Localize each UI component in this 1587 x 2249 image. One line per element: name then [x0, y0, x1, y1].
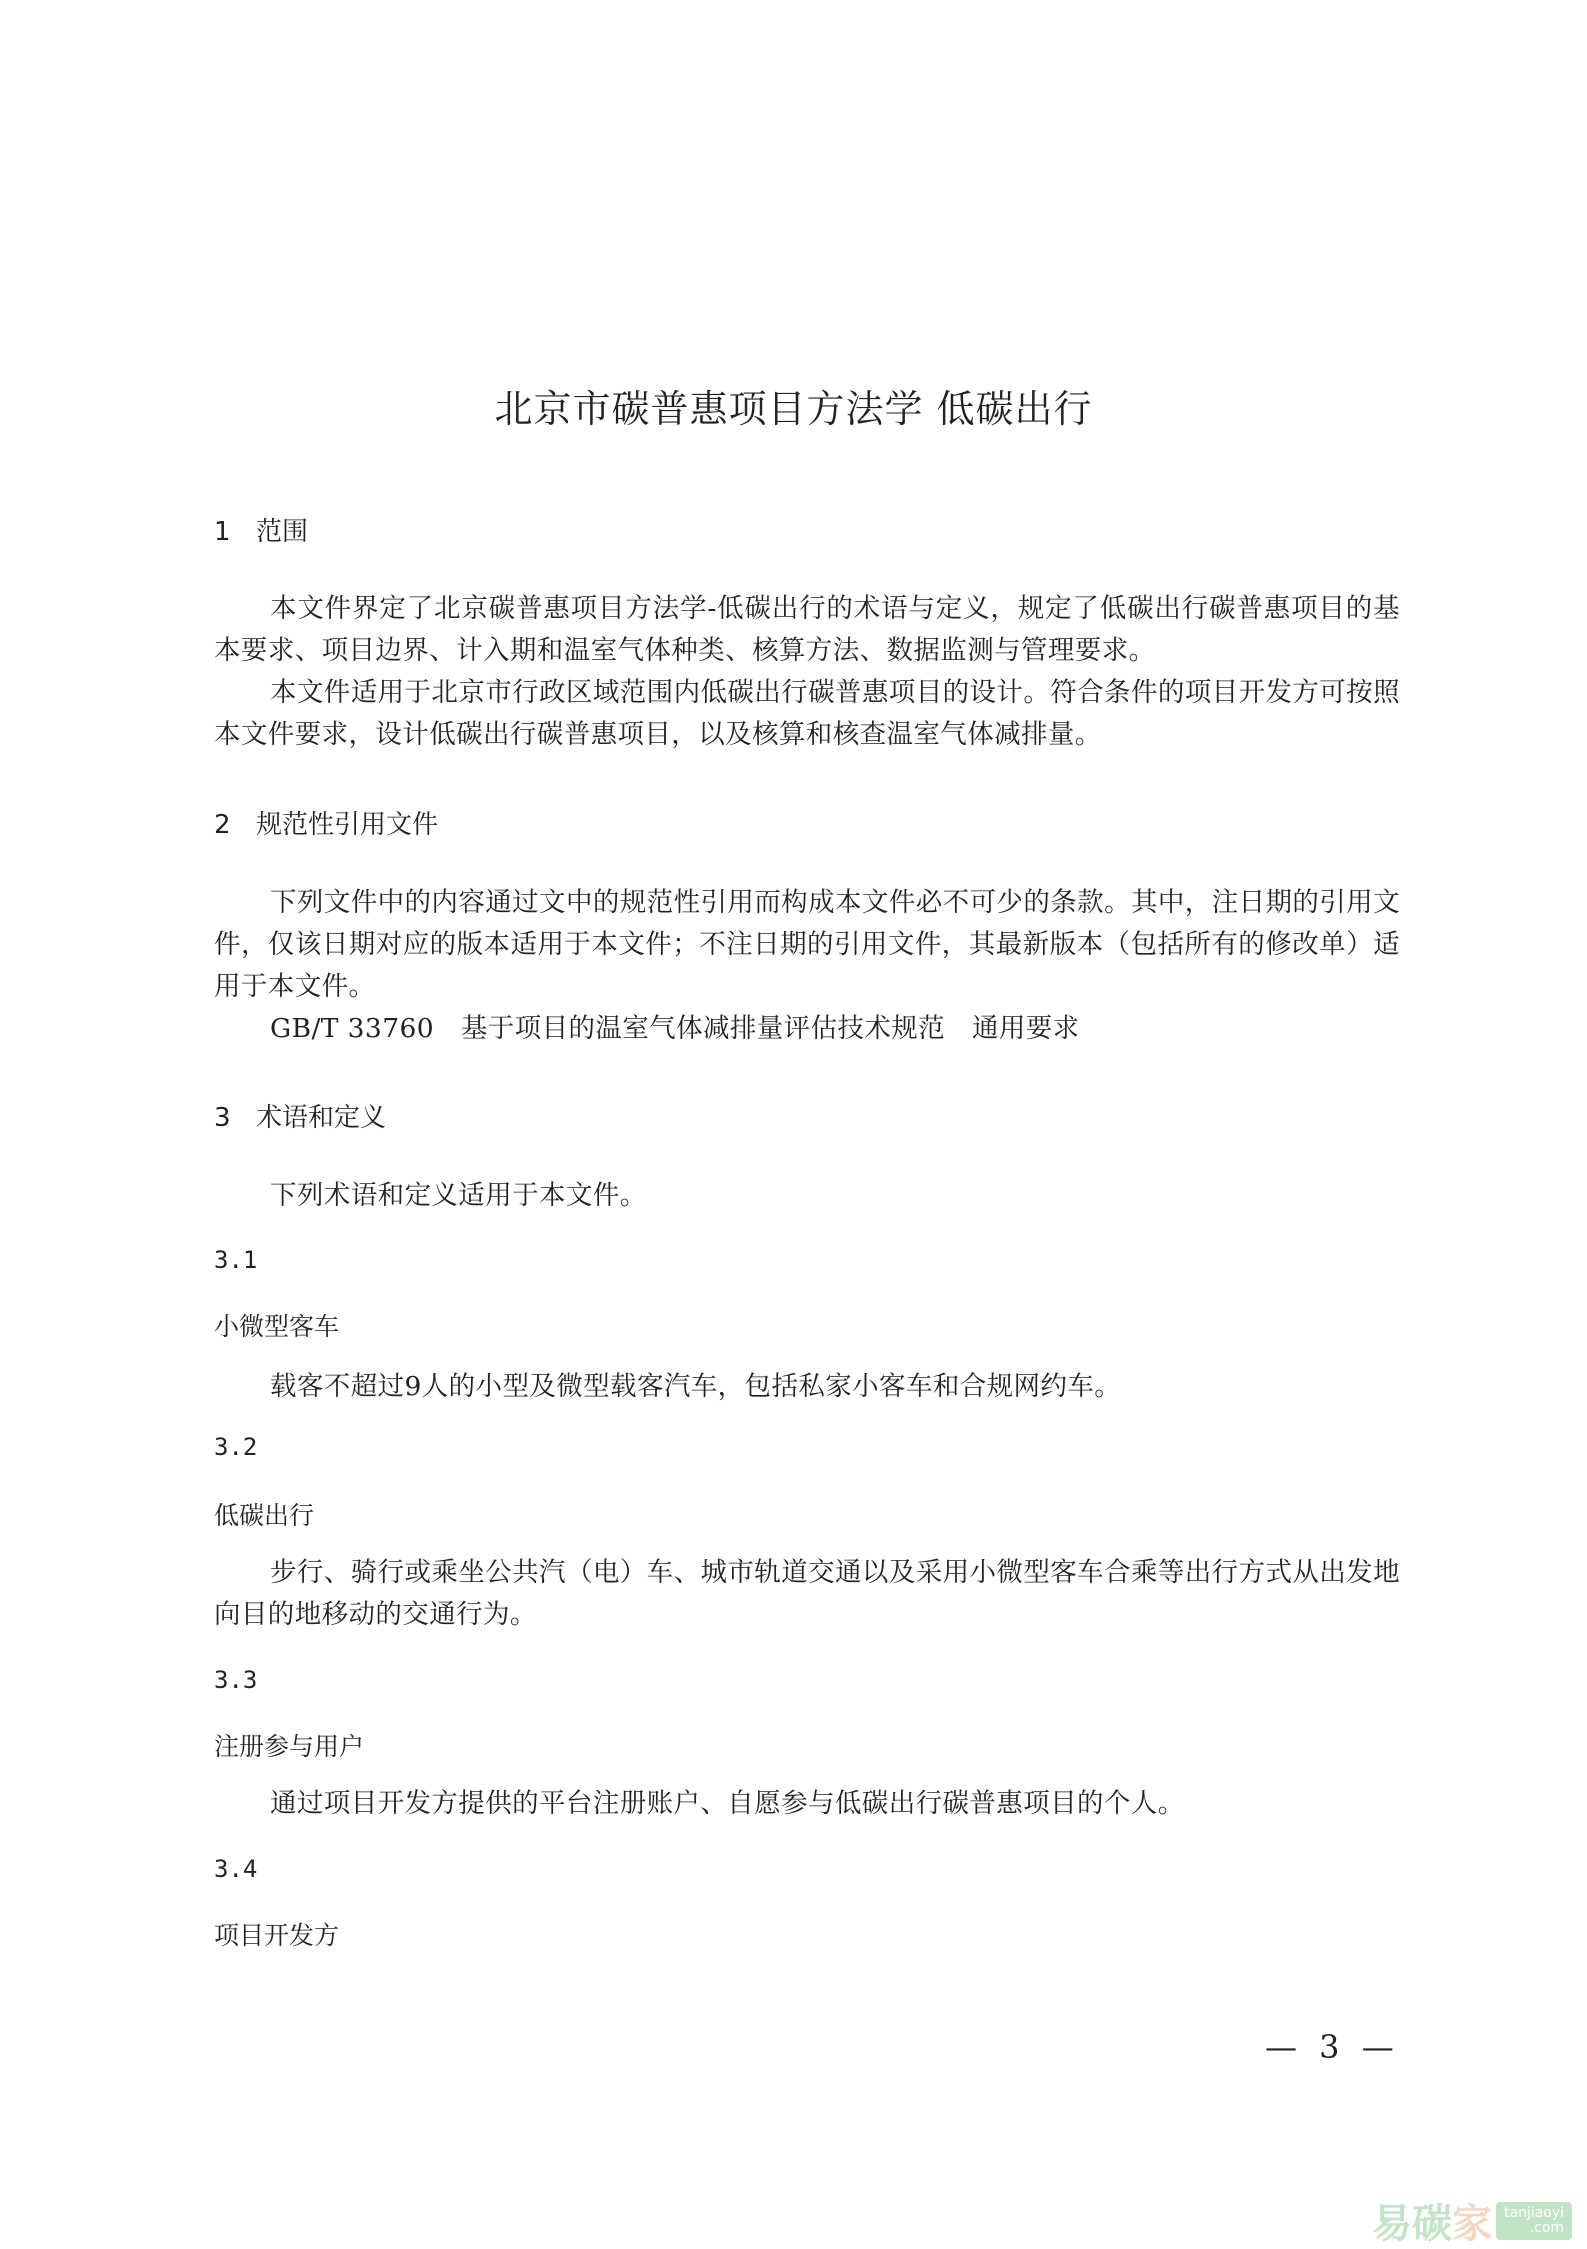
document-title: 北京市碳普惠项目方法学 低碳出行 — [494, 387, 1093, 431]
term-number: 3.2 — [214, 1433, 258, 1461]
watermark-logo — [1372, 2192, 1572, 2249]
paragraph: 本文件适用于北京市行政区域范围内低碳出行碳普惠项目的设计。符合条件的项目开发方可按照本文件要求，设计低碳出行碳普惠项目，以及核算和核查温室气体减排量。 — [214, 677, 1400, 750]
term-number: 3.1 — [214, 1246, 258, 1274]
term-title: 注册参与用户 — [214, 1732, 365, 1761]
section-3-heading — [214, 1097, 1400, 1134]
term-title: 小微型客车 — [214, 1312, 340, 1341]
term-definition: 通过项目开发方提供的平台注册账户、自愿参与低碳出行碳普惠项目的个人。 — [270, 1788, 1185, 1819]
section-number: 3 — [214, 1103, 231, 1133]
section-number: 1 — [214, 517, 231, 547]
term-number: 3.3 — [214, 1666, 258, 1694]
section-title: 术语和定义 — [256, 1103, 387, 1133]
logo-char: 碳 — [1412, 2201, 1452, 2247]
term-title: 项目开发方 — [214, 1921, 340, 1950]
paragraph: 本文件界定了北京碳普惠项目方法学-低碳出行的术语与定义，规定了低碳出行碳普惠项目的基本要求、项目边界、计入期和温室气体种类、核算方法、数据监测与管理要求。 — [214, 593, 1400, 666]
term-title: 低碳出行 — [214, 1501, 315, 1530]
paragraph: 下列文件中的内容通过文中的规范性引用而构成本文件必不可少的条款。其中，注日期的引用文件，仅该日期对应的版本适用于本文件；不注日期的引用文件，其最新版本（包括所有的修改单）适用于本文件。 — [214, 887, 1400, 1002]
section-title: 范围 — [256, 517, 309, 547]
normative-reference: GB/T 33760 基于项目的温室气体减排量评估技术规范 通用要求 — [270, 1013, 1080, 1044]
term-definition: 步行、骑行或乘坐公共汽（电）车、城市轨道交通以及采用小微型客车合乘等出行方式从出发地向目的地移动的交通行为。 — [214, 1557, 1400, 1630]
section-title: 规范性引用文件 — [256, 810, 439, 840]
section-number: 2 — [214, 810, 231, 840]
logo-tag — [1496, 2202, 1572, 2240]
paragraph: 下列术语和定义适用于本文件。 — [270, 1180, 647, 1211]
logo-tag-line: .com — [1529, 2219, 1565, 2236]
logo-char: 易 — [1372, 2201, 1412, 2247]
term-definition: 载客不超过9人的小型及微型载客汽车，包括私家小客车和合规网约车。 — [270, 1371, 1122, 1402]
section-1-heading — [214, 511, 1400, 548]
logo-char: 家 — [1452, 2201, 1492, 2247]
section-2-heading — [214, 804, 1400, 841]
logo-tag-line: tanjiaoyi — [1504, 2204, 1565, 2221]
page-number: — 3 — — [1265, 2028, 1400, 2066]
term-number: 3.4 — [214, 1855, 258, 1883]
